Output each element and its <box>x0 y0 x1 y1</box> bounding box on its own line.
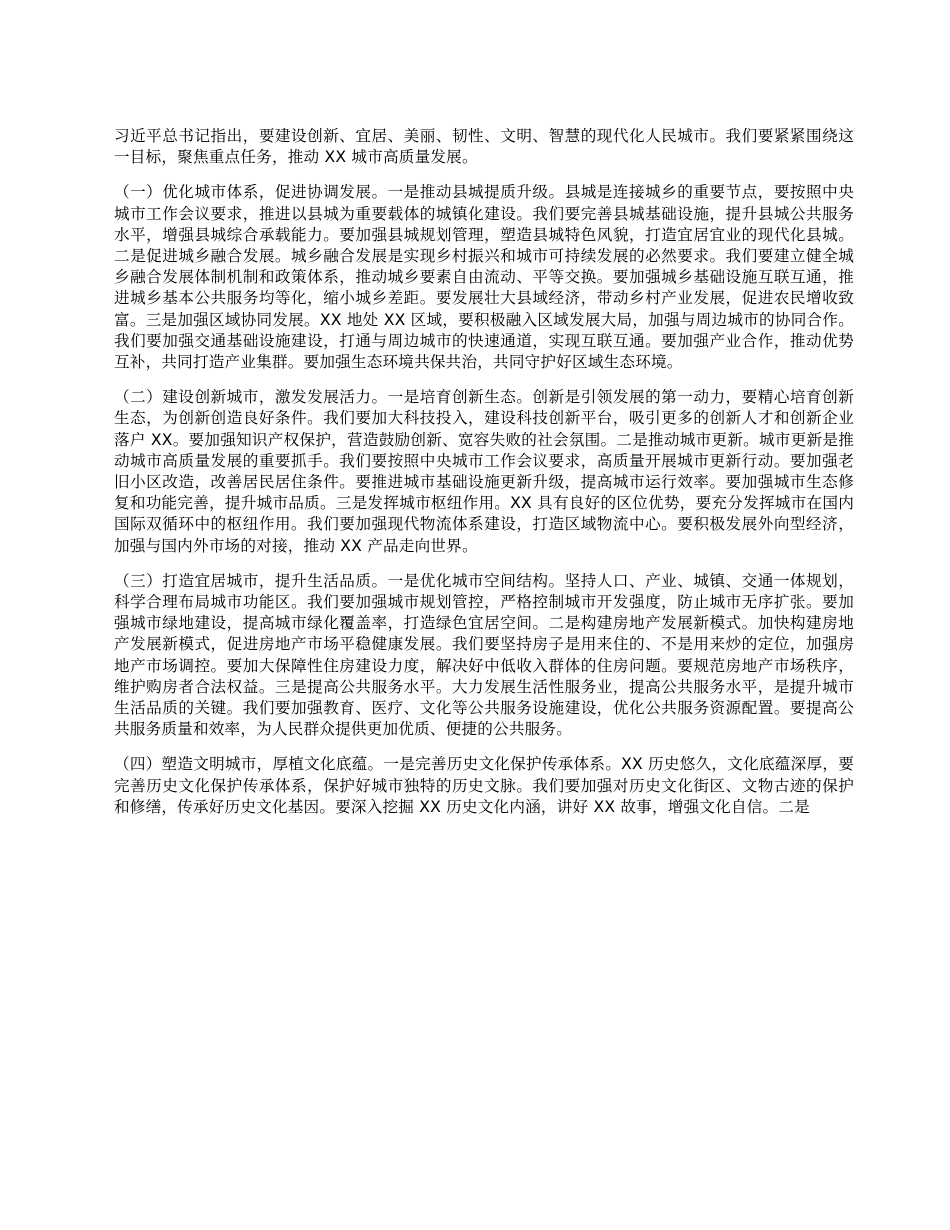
document-page <box>114 126 854 832</box>
intro-paragraph: 习近平总书记指出，要建设创新、宜居、美丽、韧性、文明、智慧的现代化人民城市。我们要紧紧围绕这一目标，聚焦重点任务，推动 XX 城市高质量发展。 <box>114 127 854 167</box>
section-3-paragraph: （三）打造宜居城市，提升生活品质。一是优化城市空间结构。坚持人口、产业、城镇、交通一体规划，科学合理布局城市功能区。我们要加强城市规划管控，严格控制城市开发强度，防止城市无序扩张。要加强城市绿地建设，提高城市绿化覆盖率，打造绿色宜居空间。二是构建房地产发展新模式。加快构建房地产发展新模式，促进房地产市场平稳健康发展。我们要坚持房子是用来住的、不是用来炒的定位，加强房地产市场调控。要加大保障性住房建设力度，解决好中低收入群体的住房问题。要规范房地产市场秩序，维护购房者合法权益。三是提高公共服务水平。大力发展生活性服务业，提高公共服务水平，是提升城市生活品质的关键。我们要加强教育、医疗、文化等公共服务设施建设，优化公共服务资源配置。要提高公共服务质量和效率，为人民群众提供更加优质、便捷的公共服务。 <box>114 571 854 739</box>
section-2-paragraph: （二）建设创新城市，激发发展活力。一是培育创新生态。创新是引领发展的第一动力，要精心培育创新生态，为创新创造良好条件。我们要加大科技投入，建设科技创新平台，吸引更多的创新人才和创新企业落户 XX。要加强知识产权保护，营造鼓励创新、宽容失败的社会氛围。二是推动城市更新。城市更新是推动城市高质量发展的重要抓手。我们要按照中央城市工作会议要求，高质量开展城市更新行动。要加强老旧小区改造，改善居民居住条件。要推进城市基础设施更新升级，提高城市运行效率。要加强城市生态修复和功能完善，提升城市品质。三是发挥城市枢纽作用。XX 具有良好的区位优势，要充分发挥城市在国内国际双循环中的枢纽作用。我们要加强现代物流体系建设，打造区域物流中心。要积极发展外向型经济，加强与国内外市场的对接，推动 XX 产品走向世界。 <box>114 388 854 555</box>
section-1-paragraph: （一）优化城市体系，促进协调发展。一是推动县城提质升级。县城是连接城乡的重要节点，要按照中央城市工作会议要求，推进以县城为重要载体的城镇化建设。我们要完善县城基础设施，提升县城公共服务水平，增强县城综合承载能力。要加强县城规划管理，塑造县城特色风貌，打造宜居宜业的现代化县城。二是促进城乡融合发展。城乡融合发展是实现乡村振兴和城市可持续发展的必然要求。我们要建立健全城乡融合发展体制机制和政策体系，推动城乡要素自由流动、平等交换。要加强城乡基础设施互联互通，推进城乡基本公共服务均等化，缩小城乡差距。要发展壮大县域经济，带动乡村产业发展，促进农民增收致富。三是加强区域协同发展。XX 地处 XX 区域，要积极融入区域发展大局，加强与周边城市的协同合作。我们要加强交通基础设施建设，打通与周边城市的快速通道，实现互联互通。要加强产业合作，推动优势互补，共同打造产业集群。要加强生态环境共保共治，共同守护好区域生态环境。 <box>114 183 854 372</box>
section-4-paragraph: （四）塑造文明城市，厚植文化底蕴。一是完善历史文化保护传承体系。XX 历史悠久，文化底蕴深厚，要完善历史文化保护传承体系，保护好城市独特的历史文脉。我们要加强对历史文化街区、文物古迹的保护和修缮，传承好历史文化基因。要深入挖掘 XX 历史文化内涵，讲好 XX 故事，增强文化自信。二是 <box>114 755 854 816</box>
